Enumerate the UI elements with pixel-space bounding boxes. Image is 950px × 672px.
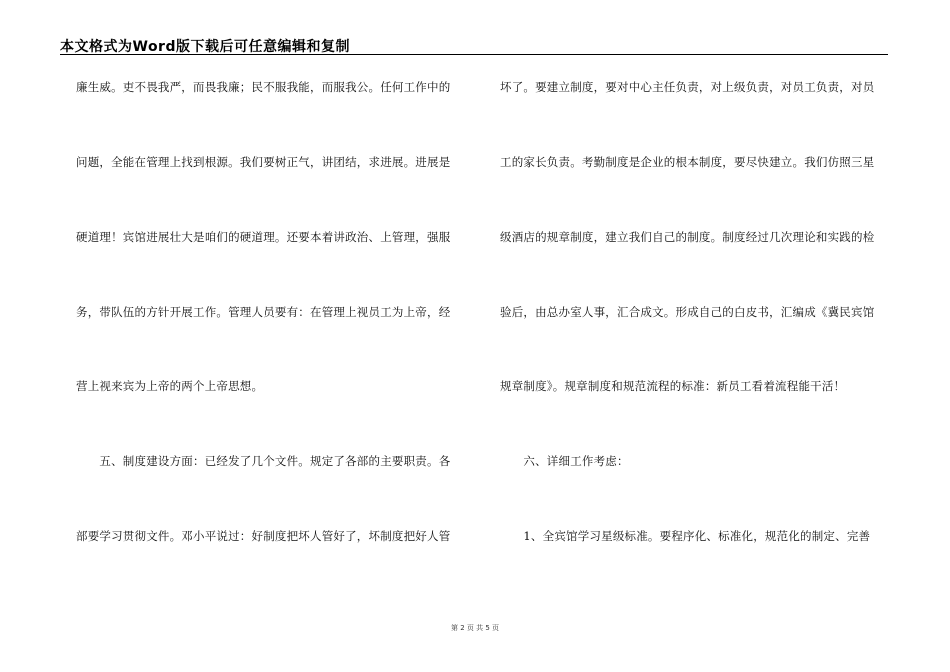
paragraph-line: 1、全宾馆学习星级标准。要程序化、标准化，规范化的制定、完善 [500,529,871,543]
paragraph-line: 部要学习贯彻文件。邓小平说过：好制度把坏人管好了，坏制度把好人管 [76,529,451,543]
paragraph-line: 级酒店的规章制度，建立我们自己的制度。制度经过几次理论和实践的检 [500,230,875,244]
header-divider [60,54,888,55]
paragraph-line: 硬道理！宾馆进展壮大是咱们的硬道理。还要本着讲政治、上管理，强服 [76,230,451,244]
document-header-title: 本文格式为Word版下载后可任意编辑和复制 [60,39,350,55]
page-number-footer: 第 2 页 共 5 页 [450,624,500,632]
paragraph-line: 规章制度》。规章制度和规范流程的标准：新员工看着流程能干活！ [500,379,846,393]
paragraph-line: 工的家长负责。考勤制度是企业的根本制度，要尽快建立。我们仿照三星 [500,155,875,169]
paragraph-line: 廉生威。吏不畏我严，而畏我廉；民不服我能，而服我公。任何工作中的 [76,80,451,94]
paragraph-line: 五、制度建设方面：已经发了几个文件。规定了各部的主要职责。各 [76,454,451,468]
paragraph-line: 问题，全能在管理上找到根源。我们要树正气，讲团结，求进展。进展是 [76,155,451,169]
paragraph-line: 坏了。要建立制度，要对中心主任负责，对上级负责，对员工负责，对员 [500,80,875,94]
paragraph-line: 验后，由总办室人事，汇合成文。形成自己的白皮书，汇编成《冀民宾馆 [500,305,875,319]
paragraph-line: 营上视来宾为上帝的两个上帝思想。 [76,379,264,393]
paragraph-line: 六、详细工作考虑： [500,454,629,468]
paragraph-line: 务，带队伍的方针开展工作。管理人员要有：在管理上视员工为上帝，经 [76,305,451,319]
